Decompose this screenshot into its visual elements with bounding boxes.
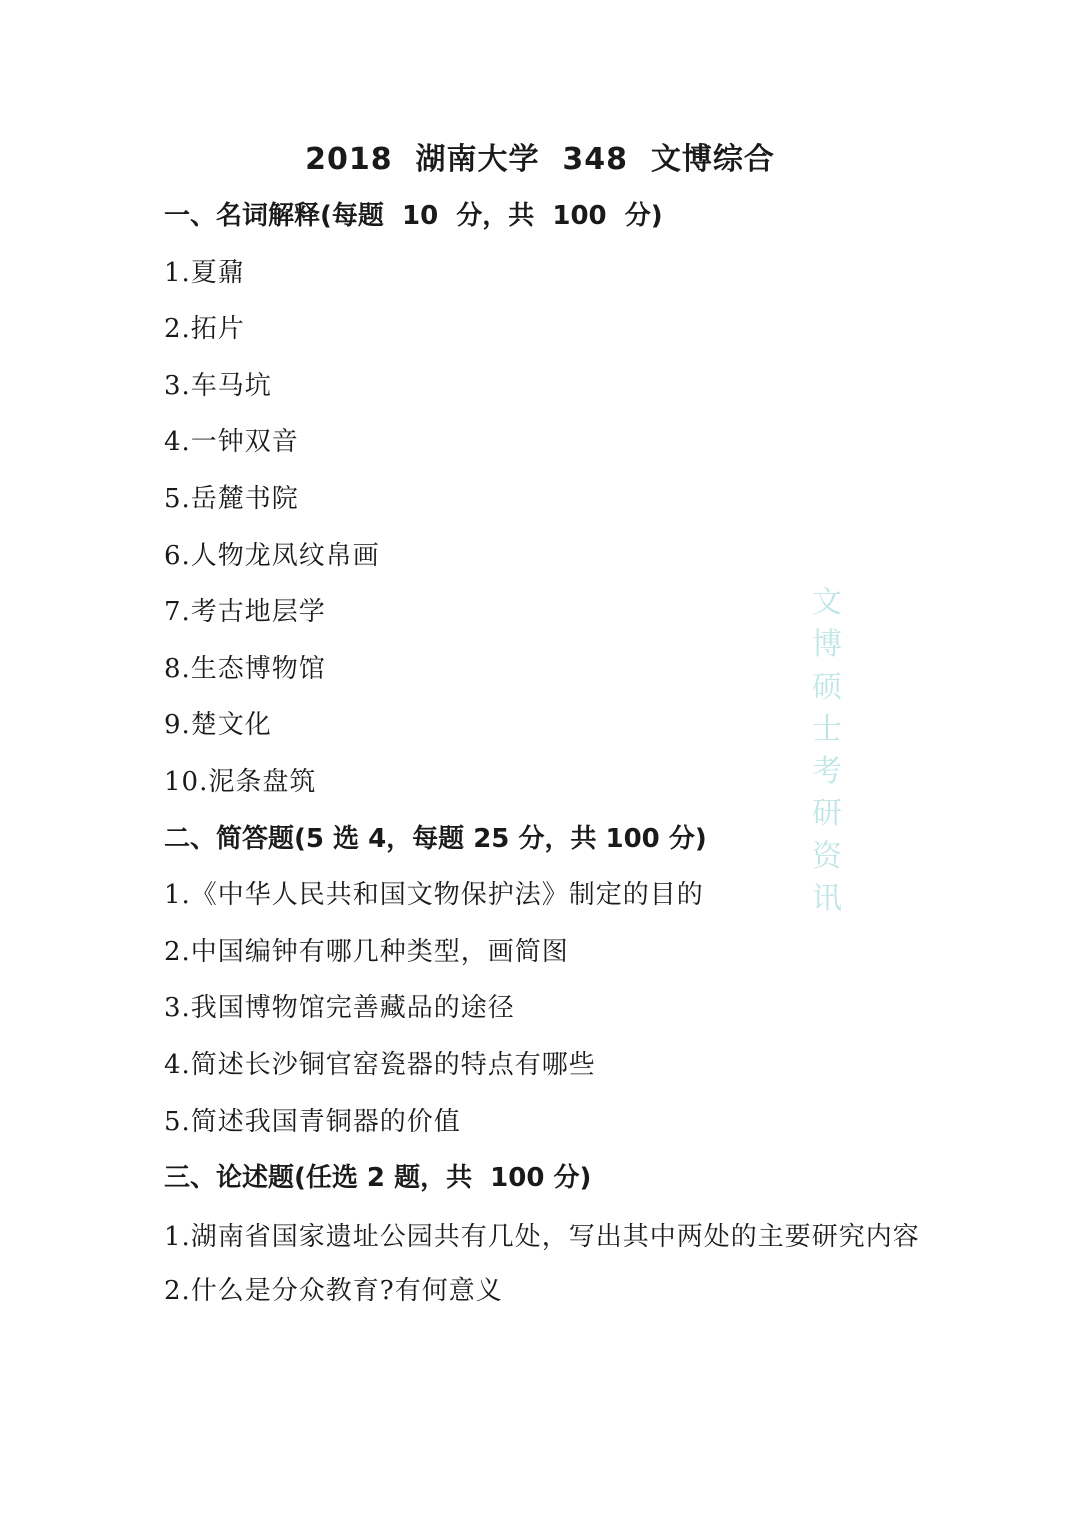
list-item: 2.中国编钟有哪几种类型，画简图	[164, 936, 569, 967]
list-item: 6.人物龙凤纹帛画	[164, 540, 380, 571]
list-item: 4.简述长沙铜官窑瓷器的特点有哪些	[164, 1049, 596, 1080]
section-heading: 二、简答题(5 选 4，每题 25 分，共 100 分)	[164, 823, 707, 854]
section-essay	[164, 1152, 924, 1322]
list-item: 1.湖南省国家遗址公园共有几处，写出其中两处的主要研究内容	[164, 1221, 920, 1252]
list-item: 7.考古地层学	[164, 597, 326, 628]
list-item: 2.什么是分众教育?有何意义	[164, 1276, 503, 1307]
watermark-text: 文博硕士考研资讯	[812, 585, 842, 917]
list-item: 4.一钟双音	[164, 427, 299, 458]
page-title: 2018 湖南大学 348 文博综合	[305, 142, 775, 177]
list-item: 1.夏鼐	[164, 257, 245, 288]
list-item: 8.生态博物馆	[164, 653, 326, 684]
list-item: 5.简述我国青铜器的价值	[164, 1106, 461, 1137]
list-item: 5.岳麓书院	[164, 483, 299, 514]
list-item: 10.泥条盘筑	[164, 766, 317, 797]
list-item: 1.《中华人民共和国文物保护法》制定的目的	[164, 880, 704, 911]
list-item: 3.车马坑	[164, 370, 272, 401]
list-item: 2.拓片	[164, 314, 245, 345]
section-heading: 一、名词解释(每题 10 分，共 100 分)	[164, 201, 663, 231]
list-item: 3.我国博物馆完善藏品的途径	[164, 993, 515, 1024]
list-item: 9.楚文化	[164, 710, 272, 741]
section-heading: 三、论述题(任选 2 题，共 100 分)	[164, 1163, 592, 1194]
